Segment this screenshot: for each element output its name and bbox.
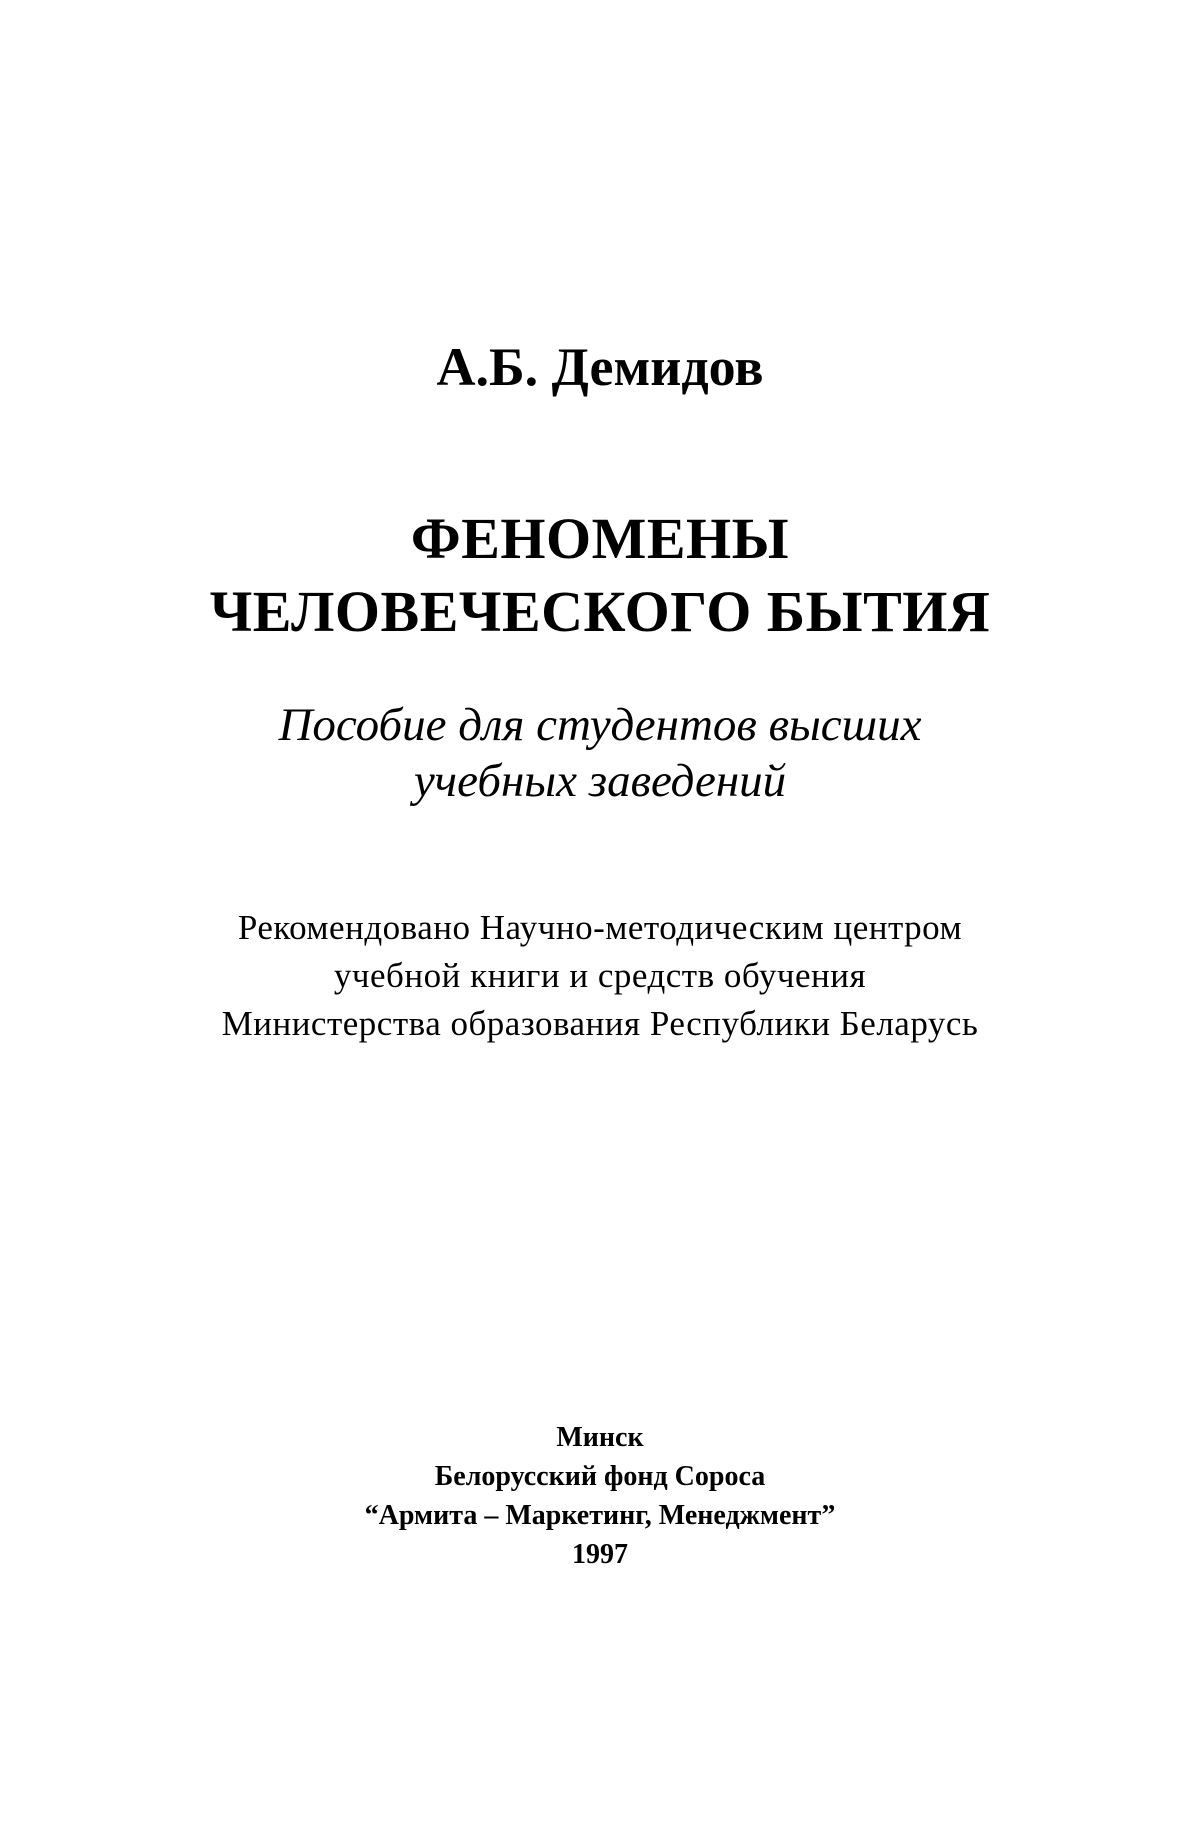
subtitle-line-2: учебных заведений [413,755,787,807]
recommendation-line-3: Министерства образования Республики Беларусь [221,1004,979,1043]
recommendation-line-1: Рекомендовано Научно-методическим центром [237,908,963,947]
book-title-line-1: ФЕНОМЕНЫ [410,506,790,571]
imprint-city: Минск [556,1422,644,1453]
book-title-line-2: ЧЕЛОВЕЧЕСКОГО БЫТИЯ [209,579,991,644]
imprint-year: 1997 [572,1539,628,1570]
imprint-publisher-1: Белорусский фонд Сороса [434,1461,766,1492]
recommendation-line-2: учебной книги и средств обучения [333,956,867,995]
author-name: А.Б. Демидов [436,337,764,397]
subtitle-line-1: Пособие для студентов высших [278,699,922,751]
imprint-publisher-2: “Армита – Маркетинг, Менеджмент” [364,1500,836,1531]
